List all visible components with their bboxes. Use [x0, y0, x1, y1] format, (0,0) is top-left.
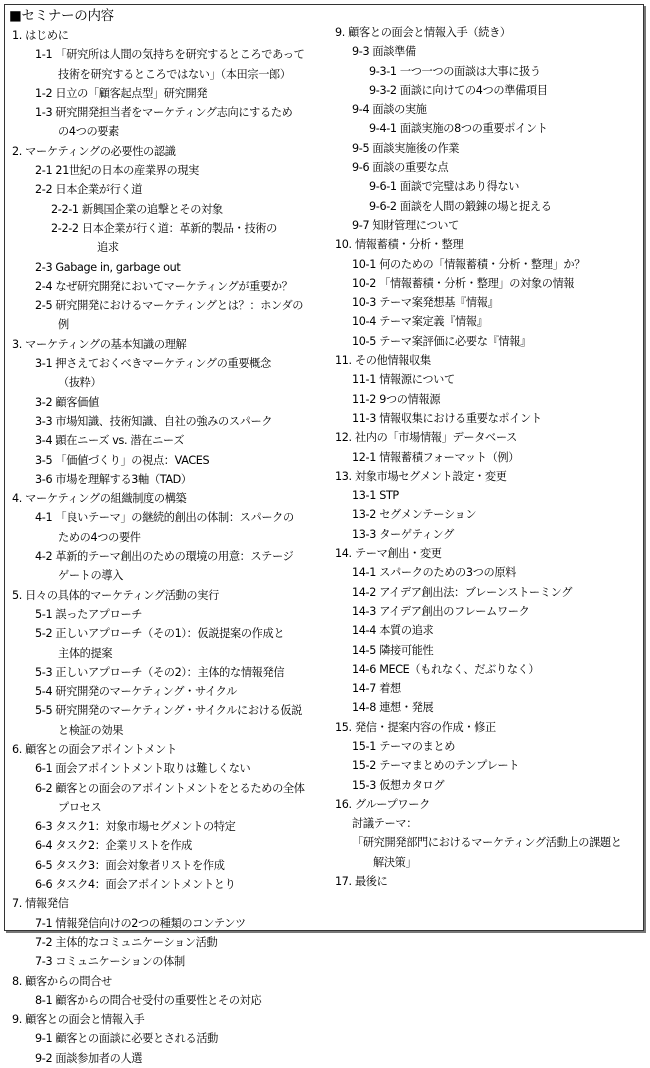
outline-item: 13-1 STP — [352, 489, 399, 503]
outline-item: 6-6 タスク4：面会アポイントメントとり — [35, 878, 236, 892]
outline-item: 12-1 情報蓄積フォーマット（例） — [352, 450, 520, 464]
outline-section-heading: 11. その他情報収集 — [335, 354, 431, 368]
outline-section-heading: 9. 顧客との面会と情報入手（続き） — [335, 26, 511, 39]
outline-item: 9-3-1 一つ一つの面談は大事に扱う — [369, 64, 541, 78]
left-outline-list — [9, 26, 329, 1068]
outline-item: 3-5 「価値づくり」の視点：VACES — [35, 453, 210, 467]
right-column — [335, 5, 645, 891]
outline-item: 6-1 面会アポイントメント取りは難しくない — [35, 762, 251, 776]
outline-item: 解決策」 — [373, 855, 417, 869]
outline-section-heading: 5. 日々の具体的マーケティング活動の実行 — [12, 588, 219, 602]
outline-item: 4-1 「良いテーマ」の継続的創出の体制：スパークの — [35, 511, 294, 525]
seminar-contents-box — [4, 4, 644, 1065]
outline-item: 2-2-1 新興国企業の追撃とその対象 — [51, 202, 223, 216]
outline-item: 14-1 スパークのための3つの原料 — [352, 566, 517, 580]
outline-item: 9-6-2 面談を人間の鍛錬の場と捉える — [369, 199, 552, 213]
outline-item: 7-1 情報発信向けの2つの種類のコンテンツ — [35, 916, 246, 930]
outline-item: 2-5 研究開発におけるマーケティングとは？：ホンダの — [35, 299, 304, 313]
outline-item: 9-1 顧客との面談に必要とされる活動 — [35, 1032, 218, 1046]
page-title: ■セミナーの内容 — [9, 8, 114, 24]
outline-item: 6-4 タスク2：企業リストを作成 — [35, 839, 193, 853]
outline-item: 5-4 研究開発のマーケティング・サイクル — [35, 685, 237, 699]
outline-item: 討議テーマ： — [352, 817, 418, 831]
outline-item: 3-3 市場知識、技術知識、自社の強みのスパーク — [35, 414, 273, 428]
outline-section-heading: 16. グループワーク — [335, 797, 430, 811]
outline-item: 技術を研究するところではない」（本田宗一郎） — [58, 67, 291, 81]
outline-item: 11-3 情報収集における重要なポイント — [352, 411, 542, 425]
outline-item: （抜粋） — [58, 376, 102, 390]
outline-item: プロセス — [58, 800, 102, 814]
outline-section-heading: 17. 最後に — [335, 875, 388, 889]
outline-item: 9-4-1 面談実施の8つの重要ポイント — [369, 122, 548, 136]
outline-item: 2-1 21世紀の日本の産業界の現実 — [35, 164, 200, 178]
outline-section-heading: 1. はじめに — [12, 29, 69, 42]
outline-item: 2-4 なぜ研究開発においてマーケティングが重要か？ — [35, 279, 293, 293]
outline-section-heading: 12. 社内の「市場情報」データベース — [335, 431, 517, 445]
outline-item: 10-2 「情報蓄積・分析・整理」の対象の情報 — [352, 276, 575, 290]
outline-item: 9-4 面談の実施 — [352, 103, 427, 117]
outline-item: 14-8 連想・発展 — [352, 701, 434, 715]
outline-item: の4つの要素 — [58, 125, 119, 139]
outline-item: 14-2 アイデア創出法：ブレーンストーミング — [352, 585, 573, 599]
outline-section-heading: 10. 情報蓄積・分析・整理 — [335, 238, 464, 252]
outline-item: 2-3 Gabage in, garbage out — [35, 260, 181, 274]
outline-section-heading: 13. 対象市場セグメント設定・変更 — [335, 469, 507, 483]
outline-item: 7-3 コミュニケーションの体制 — [35, 955, 185, 969]
outline-item: 13-2 セグメンテーション — [352, 508, 477, 522]
outline-item: 14-7 着想 — [352, 682, 401, 696]
outline-item: と検証の効果 — [58, 723, 124, 737]
outline-item: 9-3-2 面談に向けての4つの準備項目 — [369, 83, 548, 97]
outline-item: 4-2 革新的テーマ創出のための環境の用意：ステージ — [35, 550, 294, 564]
outline-item: 11-1 情報源について — [352, 373, 455, 387]
outline-item: 3-6 市場を理解する3軸（TAD） — [35, 472, 192, 486]
outline-section-heading: 14. テーマ創出・変更 — [335, 547, 442, 561]
outline-section-heading: 6. 顧客との面会アポイントメント — [12, 742, 177, 756]
outline-item: 2-2-2 日本企業が行く道：革新的製品・技術の — [51, 221, 277, 235]
outline-item: 5-2 正しいアプローチ（その1）：仮説提案の作成と — [35, 627, 285, 641]
outline-item: ゲートの導入 — [58, 569, 124, 583]
outline-section-heading: 8. 顧客からの問合せ — [12, 974, 112, 988]
outline-item: 3-4 顕在ニーズ vs. 潜在ニーズ — [35, 434, 185, 448]
outline-item: 10-4 テーマ案定義『情報』 — [352, 315, 488, 329]
outline-item: 5-1 誤ったアプローチ — [35, 607, 143, 621]
outline-item: 6-5 タスク3：面会対象者リストを作成 — [35, 858, 225, 872]
outline-item: 1-2 日立の「顧客起点型」研究開発 — [35, 86, 208, 100]
outline-item: 3-2 顧客価値 — [35, 395, 99, 409]
outline-item: 13-3 ターゲティング — [352, 527, 454, 541]
outline-item: 1-3 研究開発担当者をマーケティング志向にするため — [35, 106, 293, 120]
outline-item: 6-3 タスク1：対象市場セグメントの特定 — [35, 820, 236, 834]
outline-item: 14-4 本質の追求 — [352, 624, 434, 638]
outline-item: 例 — [58, 318, 69, 332]
right-column-spacer — [335, 5, 645, 23]
outline-item: 9-6-1 面談で完璧はあり得ない — [369, 180, 520, 194]
outline-item: 9-7 知財管理について — [352, 218, 459, 232]
outline-item: 14-6 MECE（もれなく、だぶりなく） — [352, 662, 540, 676]
outline-item: 追求 — [97, 241, 119, 255]
outline-section-heading: 15. 発信・提案内容の作成・修正 — [335, 720, 496, 734]
outline-item: 8-1 顧客からの問合せ受付の重要性とその対応 — [35, 993, 262, 1007]
outline-item: 「研究開発部門におけるマーケティング活動上の課題と — [352, 836, 622, 850]
outline-item: 6-2 顧客との面会のアポイントメントをとるための全体 — [35, 781, 305, 795]
outline-item: 5-5 研究開発のマーケティング・サイクルにおける仮説 — [35, 704, 303, 718]
outline-item: 15-2 テーマまとめのテンプレート — [352, 759, 520, 773]
outline-item: 10-5 テーマ案評価に必要な『情報』 — [352, 334, 531, 348]
outline-item: 9-5 面談実施後の作業 — [352, 141, 460, 155]
outline-item: 10-3 テーマ案発想基『情報』 — [352, 296, 499, 310]
left-column — [9, 5, 329, 1068]
outline-item: 9-6 面談の重要な点 — [352, 161, 449, 175]
outline-item: 3-1 押さえておくべきマーケティングの重要概念 — [35, 357, 271, 371]
outline-item: 14-3 アイデア創出のフレームワーク — [352, 604, 530, 618]
right-outline-list — [335, 23, 645, 891]
outline-section-heading: 9. 顧客との面会と情報入手 — [12, 1013, 145, 1027]
outline-section-heading: 2. マーケティングの必要性の認識 — [12, 144, 176, 158]
outline-item: 9-3 面談準備 — [352, 45, 416, 59]
outline-item: 7-2 主体的なコミュニケーション活動 — [35, 935, 218, 949]
outline-item: 14-5 隣接可能性 — [352, 643, 434, 657]
outline-item: ための4つの要件 — [58, 530, 141, 544]
outline-item: 11-2 9つの情報源 — [352, 392, 441, 406]
outline-item: 9-2 面談参加者の人選 — [35, 1051, 143, 1065]
outline-section-heading: 3. マーケティングの基本知識の理解 — [12, 337, 187, 351]
outline-item: 1-1 「研究所は人間の気持ちを研究するところであって — [35, 48, 305, 62]
outline-item: 2-2 日本企業が行く道 — [35, 183, 143, 197]
outline-section-heading: 7. 情報発信 — [12, 897, 69, 911]
outline-item: 10-1 何のための「情報蓄積・分析・整理」か？ — [352, 257, 586, 271]
outline-item: 主体的提案 — [58, 646, 113, 660]
outline-item: 15-3 仮想カタログ — [352, 778, 445, 792]
outline-section-heading: 4. マーケティングの組織制度の構築 — [12, 492, 187, 506]
outline-item: 15-1 テーマのまとめ — [352, 739, 456, 753]
outline-item: 5-3 正しいアプローチ（その2）：主体的な情報発信 — [35, 665, 285, 679]
